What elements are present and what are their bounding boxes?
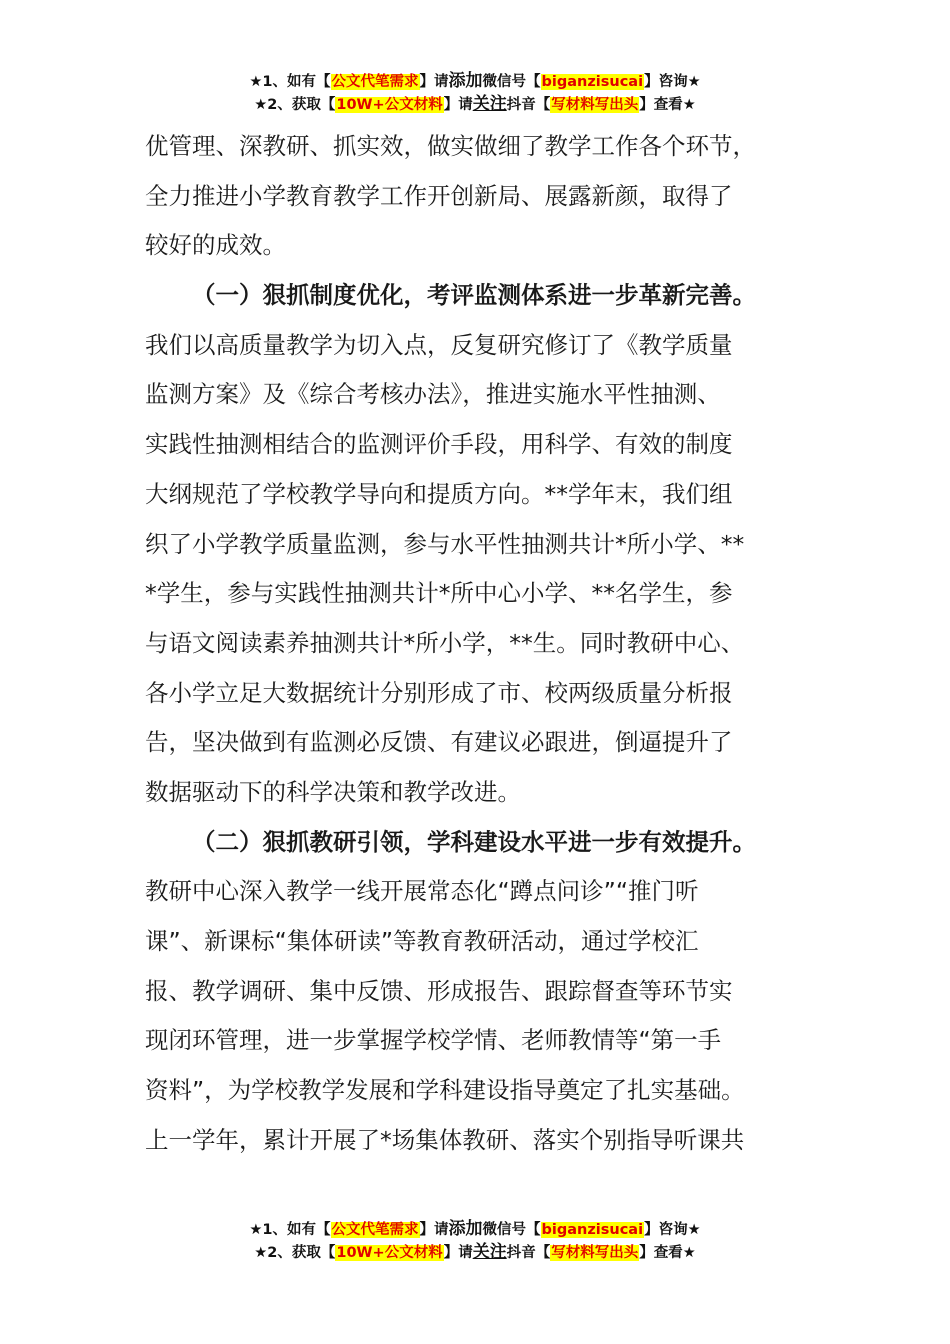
body-line: 优管理、深教研、抓实效，做实做细了教学工作各个环节，: [145, 132, 756, 160]
banner-text: 】咨询★: [644, 74, 701, 90]
banner-text: 】请: [419, 74, 449, 90]
body-line: 实践性抽测相结合的监测评价手段，用科学、有效的制度: [145, 430, 733, 459]
banner-line-2: [0, 93, 950, 116]
banner-text: 】查看★: [639, 1245, 696, 1261]
emphasis-follow: 关注: [472, 1242, 507, 1262]
highlight-wechat-id: biganzisucai: [541, 1222, 644, 1238]
body-line: 监测方案》及《综合考核办法》，推进实施水平性抽测、: [145, 380, 721, 409]
banner-line-1: [0, 1218, 950, 1241]
highlight-douyin: 写材料写出头: [551, 97, 639, 113]
highlight-wechat-id: biganzisucai: [541, 74, 644, 90]
banner-text: 微信号【: [482, 74, 541, 90]
body-line: 我们以高质量教学为切入点，反复研究修订了《教学质量: [145, 330, 733, 359]
banner-text: 】咨询★: [644, 1222, 701, 1238]
body-line: 大纲规范了学校教学导向和提质方向。**学年末，我们组: [145, 479, 733, 508]
highlight-materials: 10W+公文材料: [336, 97, 443, 113]
banner-text: 】请: [419, 1222, 449, 1238]
banner-text: ★2、获取【: [254, 1245, 336, 1261]
body-line: 告，坚决做到有监测必反馈、有建议必跟进，倒逼提升了: [145, 728, 733, 757]
body-line: 数据驱动下的科学决策和教学改进。: [145, 777, 521, 806]
banner-line-2: [0, 1241, 950, 1264]
body-line: 各小学立足大数据统计分别形成了市、校两级质量分析报: [145, 678, 733, 707]
body-line: *学生，参与实践性抽测共计*所中心小学、**名学生，参: [145, 579, 733, 608]
section-heading-2: （二）狠抓教研引领，学科建设水平进一步有效提升。: [192, 827, 756, 856]
banner-text: 】请: [443, 1245, 473, 1261]
banner-text: 】查看★: [639, 97, 696, 113]
emphasis-add: 添加: [448, 71, 483, 91]
body-line: 较好的成效。: [145, 231, 286, 260]
footer-banner: [0, 1218, 950, 1264]
section-heading-1: （一）狠抓制度优化，考评监测体系进一步革新完善。: [192, 281, 756, 310]
banner-text: 】请: [443, 97, 473, 113]
header-banner: [0, 70, 950, 116]
highlight-service: 公文代笔需求: [331, 74, 419, 90]
highlight-douyin: 写材料写出头: [551, 1245, 639, 1261]
banner-text: 抖音【: [506, 1245, 551, 1261]
document-body: [145, 122, 810, 1165]
banner-text: ★1、如有【: [249, 1222, 331, 1238]
highlight-service: 公文代笔需求: [331, 1222, 419, 1238]
body-line: 资料”，为学校教学发展和学科建设指导奠定了扎实基础。: [145, 1076, 745, 1105]
body-line: 课”、新课标“集体研读”等教育教研活动，通过学校汇: [145, 927, 699, 955]
banner-text: ★2、获取【: [254, 97, 336, 113]
emphasis-follow: 关注: [472, 94, 507, 114]
body-line: 教研中心深入教学一线开展常态化“蹲点问诊”“推门听: [145, 877, 699, 906]
banner-text: ★1、如有【: [249, 74, 331, 90]
banner-line-1: [0, 70, 950, 93]
body-line: 报、教学调研、集中反馈、形成报告、跟踪督查等环节实: [145, 976, 733, 1005]
body-line: 全力推进小学教育教学工作开创新局、展露新颜，取得了: [145, 181, 733, 210]
banner-text: 微信号【: [482, 1222, 541, 1238]
emphasis-add: 添加: [448, 1219, 483, 1239]
banner-text: 抖音【: [506, 97, 551, 113]
highlight-materials: 10W+公文材料: [336, 1245, 443, 1261]
body-line: 与语文阅读素养抽测共计*所小学，**生。同时教研中心、: [145, 628, 745, 657]
body-line: 织了小学教学质量监测，参与水平性抽测共计*所小学、**: [145, 529, 745, 558]
body-line: 上一学年，累计开展了*场集体教研、落实个别指导听课共: [145, 1125, 745, 1154]
body-line: 现闭环管理，进一步掌握学校学情、老师教情等“第一手: [145, 1026, 722, 1055]
